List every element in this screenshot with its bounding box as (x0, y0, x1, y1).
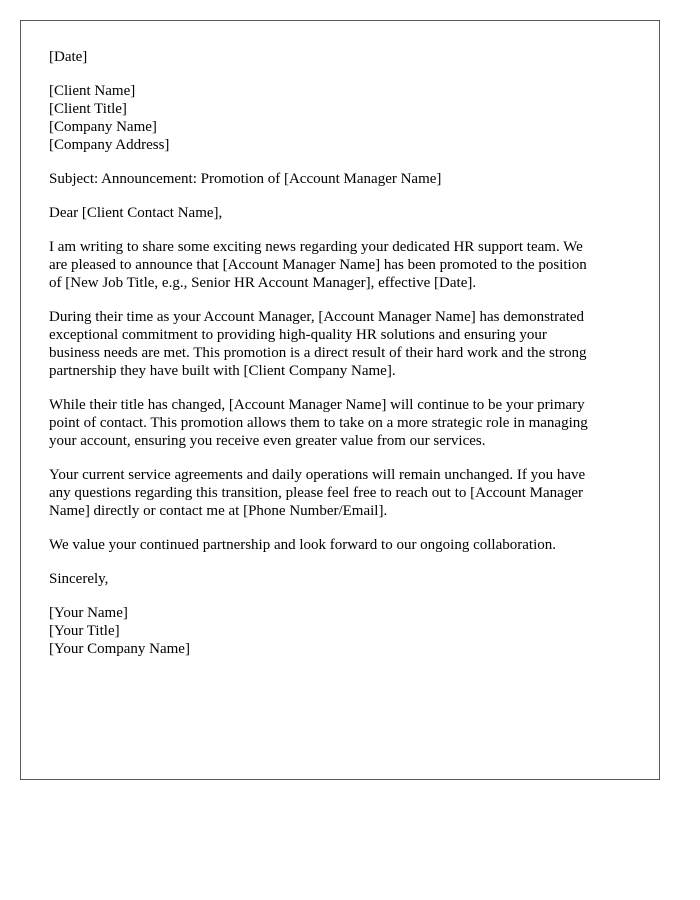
paragraph-line: exceptional commitment to providing high-quality HR solutions and ensuring your (49, 327, 547, 343)
salutation-block (49, 204, 629, 222)
paragraph-line: any questions regarding this transition, please feel free to reach out to [Account Manager (49, 485, 583, 501)
recipient-address-block (49, 82, 629, 154)
subject-line-block (49, 170, 629, 188)
letter-date: [Date] (49, 49, 88, 65)
paragraph-line: your account, ensuring you receive even greater value from our services. (49, 433, 486, 449)
recipient-client-title: [Client Title] (49, 101, 127, 117)
signature-block (49, 604, 629, 658)
signature-your-name: [Your Name] (49, 605, 128, 621)
letter-body (49, 48, 629, 674)
salutation: Dear [Client Contact Name], (49, 205, 223, 221)
closing-block (49, 570, 629, 588)
signature-your-title: [Your Title] (49, 623, 120, 639)
paragraph-line: business needs are met. This promotion is a direct result of their hard work and the strong (49, 345, 587, 361)
signature-your-company-name: [Your Company Name] (49, 641, 190, 657)
paragraph-line: Name] directly or contact me at [Phone Number/Email]. (49, 503, 388, 519)
body-paragraph-3 (49, 396, 629, 450)
paragraph-line: We value your continued partnership and look forward to our ongoing collaboration. (49, 537, 556, 553)
letter-page (20, 20, 660, 780)
paragraph-line: While their title has changed, [Account Manager Name] will continue to be your primary (49, 397, 585, 413)
body-paragraph-4 (49, 466, 629, 520)
paragraph-line: Your current service agreements and daily operations will remain unchanged. If you have (49, 467, 586, 483)
body-paragraph-2 (49, 308, 629, 380)
paragraph-line: partnership they have built with [Client Company Name]. (49, 363, 396, 379)
body-paragraph-5 (49, 536, 629, 554)
closing: Sincerely, (49, 571, 109, 587)
paragraph-line: I am writing to share some exciting news regarding your dedicated HR support team. We (49, 239, 583, 255)
recipient-company-name: [Company Name] (49, 119, 157, 135)
paragraph-line: are pleased to announce that [Account Manager Name] has been promoted to the position (49, 257, 587, 273)
paragraph-line: During their time as your Account Manager, [Account Manager Name] has demonstrated (49, 309, 585, 325)
recipient-company-address: [Company Address] (49, 137, 170, 153)
letter-date-block (49, 48, 629, 66)
paragraph-line: of [New Job Title, e.g., Senior HR Account Manager], effective [Date]. (49, 275, 477, 291)
paragraph-line: point of contact. This promotion allows them to take on a more strategic role in managing (49, 415, 588, 431)
body-paragraph-1 (49, 238, 629, 292)
subject-line: Subject: Announcement: Promotion of [Account Manager Name] (49, 171, 442, 187)
recipient-client-name: [Client Name] (49, 83, 136, 99)
